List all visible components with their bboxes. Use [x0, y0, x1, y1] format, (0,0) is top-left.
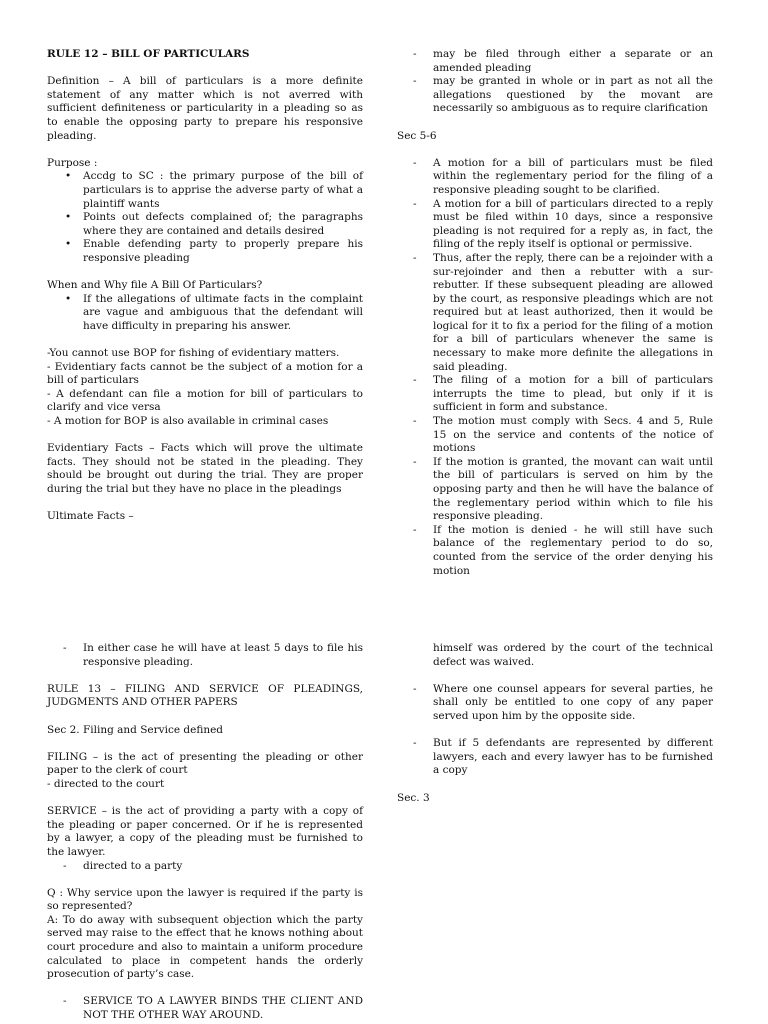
top-left-column — [47, 48, 363, 524]
list-item: - Thus, after the reply, there can be a rejoinder with a sur-rejoinder and then a rebutter with a sur-rebutter. If these subsequent pleading are allowed by the court, as responsive pleadings which are not required but at least authorized, then it would be logical for it to fix a period for the filing of a motion for a bill of particulars whenever the same is necessary to make more definite the allegations in said pleading. — [397, 252, 713, 374]
when-why-heading: When and Why file A Bill Of Particulars? — [47, 279, 263, 292]
list-item: - The motion must comply with Secs. 4 and 5, Rule 15 on the service and contents of the notice of motions — [397, 415, 713, 456]
list-item: • Enable defending party to properly prepare his responsive pleading — [47, 238, 363, 265]
bottom-right-column — [397, 642, 713, 805]
list-item: • If the allegations of ultimate facts in the complaint are vague and ambiguous that the defendant will have difficulty in preparing his answer. — [47, 293, 363, 334]
note-line: - A motion for BOP is also available in criminal cases — [47, 415, 329, 428]
list-item: - A motion for a bill of particulars must be filed within the reglementary period for the filing of a responsive pleading sought to be clarified. — [397, 157, 713, 198]
list-item: - may be granted in whole or in part as not all the allegations questioned by the movant are necessarily so ambiguous as to require clarification — [397, 75, 713, 116]
note-line: - Evidentiary facts cannot be the subject of a motion for a bill of particulars — [47, 360, 363, 387]
list-item: - Where one counsel appears for several parties, he shall only be entitled to one copy of any paper served upon him by the opposite side. — [397, 683, 713, 724]
note-line: - A defendant can file a motion for bill of particulars to clarify and vice versa — [47, 387, 363, 414]
dash-list — [397, 683, 713, 724]
list-item: - If the motion is granted, the movant can wait until the bill of particulars is served on him by the opposing party and then he will have the balance of the reglementary period within which to file his responsive pleading. — [397, 456, 713, 524]
list-item: - If the motion is denied - he will still have such balance of the reglementary period to do so, counted from the service of the order denying his motion — [397, 524, 713, 578]
sec-3-heading: Sec. 3 — [397, 791, 430, 804]
rule-13-heading: RULE 13 – FILING AND SERVICE OF PLEADINGS, JUDGMENTS AND OTHER PAPERS — [47, 682, 363, 709]
dash-list — [397, 48, 713, 116]
purpose-list — [47, 170, 363, 265]
ultimate-facts-label: Ultimate Facts – — [47, 510, 134, 523]
dash-list — [397, 737, 713, 778]
list-item: - SERVICE TO A LAWYER BINDS THE CLIENT AND NOT THE OTHER WAY AROUND. — [47, 995, 363, 1022]
sec-5-6-heading: Sec 5-6 — [397, 129, 437, 142]
answer-paragraph: A: To do away with subsequent objection which the party served may raise to the effect that he knows nothing about court procedure and also to maintain a uniform procedure calculated to place in competent hands the orderly prosecution of party’s case. — [47, 913, 363, 981]
filing-note: - directed to the court — [47, 777, 165, 790]
service-definition: SERVICE – is the act of providing a party with a copy of the pleading or paper concerned. Or if he is represented by a lawyer, a copy of the pleading must be furnished to the lawyer. — [47, 805, 363, 858]
rule-12-heading: RULE 12 – BILL OF PARTICULARS — [47, 48, 250, 60]
top-right-column — [397, 48, 713, 578]
purpose-label: Purpose : — [47, 156, 98, 169]
note-line: -You cannot use BOP for fishing of evidentiary matters. — [47, 347, 340, 360]
sec-2-heading: Sec 2. Filing and Service defined — [47, 723, 224, 736]
list-item: - In either case he will have at least 5 days to file his responsive pleading. — [47, 642, 363, 669]
bottom-left-column — [47, 642, 363, 1023]
dash-list — [47, 995, 363, 1022]
list-item: - The filing of a motion for a bill of particulars interrupts the time to plead, but only if it is sufficient in form and substance. — [397, 374, 713, 415]
filing-definition: FILING – is the act of presenting the pleading or other paper to the clerk of court — [47, 750, 363, 777]
list-item: - may be filed through either a separate or an amended pleading — [397, 48, 713, 75]
list-item: - directed to a party — [47, 860, 363, 874]
definition-paragraph: Definition – A bill of particulars is a more definite statement of any matter which is not averred with sufficient definiteness or particularity in a pleading so as to enable the opposing party to prepare his responsive pleading. — [47, 75, 363, 142]
continued-paragraph: himself was ordered by the court of the technical defect was waived. — [433, 642, 713, 668]
list-item: - A motion for a bill of particulars directed to a reply must be filed within 10 days, since a responsive pleading is not required for a reply as, in fact, the filing of the reply itself is optional or permissive. — [397, 198, 713, 252]
when-list — [47, 293, 363, 334]
question-paragraph: Q : Why service upon the lawyer is required if the party is so represented? — [47, 886, 363, 913]
dash-list — [47, 642, 363, 669]
dash-list — [47, 860, 363, 874]
dash-list — [397, 157, 713, 578]
list-item: • Points out defects complained of; the paragraphs where they are contained and details desired — [47, 211, 363, 238]
evidentiary-facts-paragraph: Evidentiary Facts – Facts which will prove the ultimate facts. They should not be stated in the pleading. They should be brought out during the trial. They are proper during the trial but they have no place in the pleadings — [47, 442, 363, 495]
list-item: • Accdg to SC : the primary purpose of the bill of particulars is to apprise the adverse party of what a plaintiff wants — [47, 170, 363, 211]
list-item: - But if 5 defendants are represented by different lawyers, each and every lawyer has to be furnished a copy — [397, 737, 713, 778]
